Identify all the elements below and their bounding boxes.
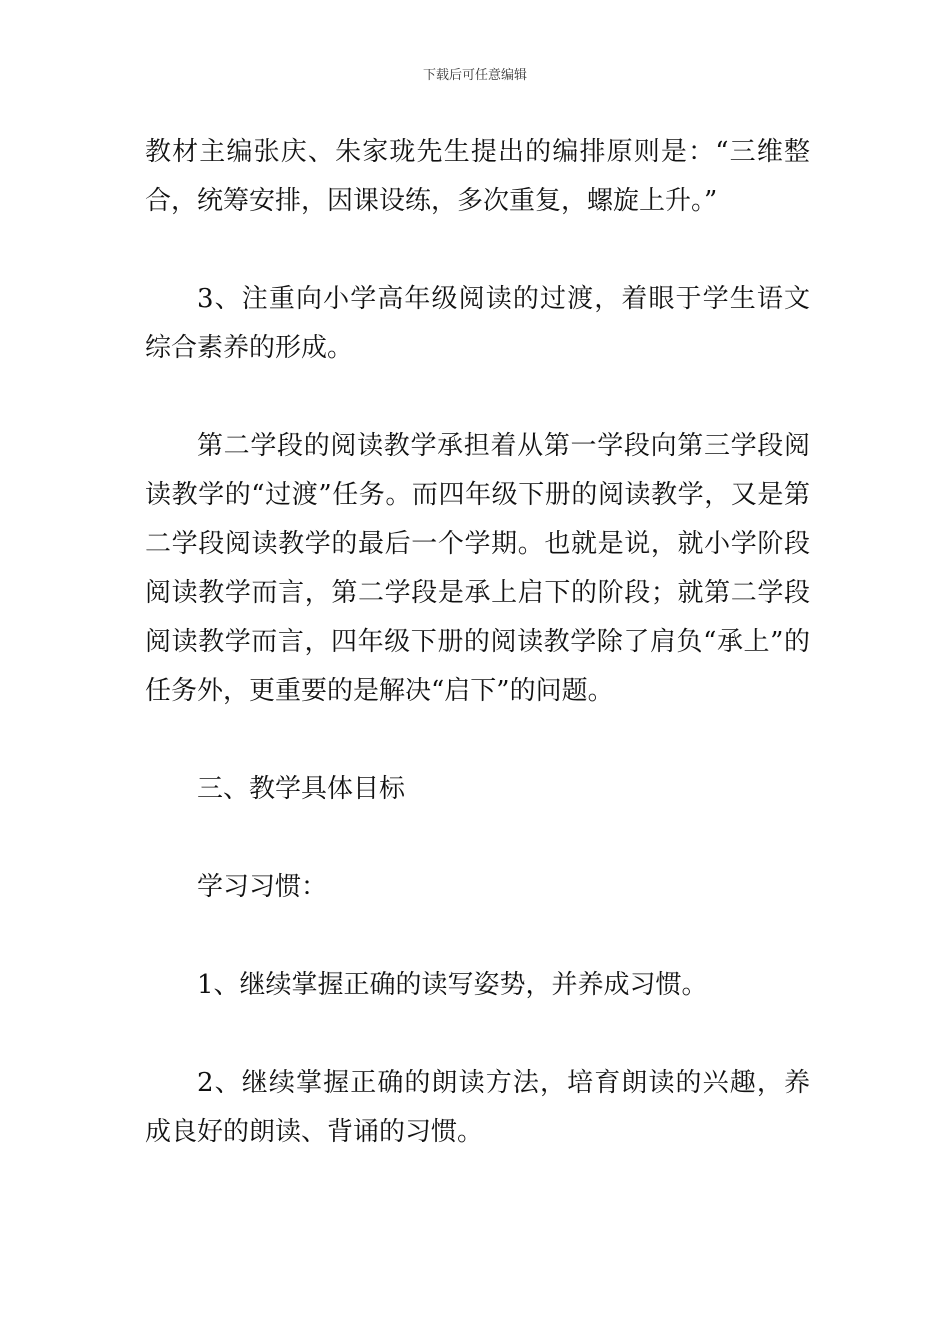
document-body <box>145 128 810 1206</box>
paragraph-point-3: 3、注重向小学高年级阅读的过渡，着眼于学生语文综合素养的形成。 <box>145 284 810 363</box>
paragraph-editing-principle: 教材主编张庆、朱家珑先生提出的编排原则是：“三维整合，统筹安排，因课设练，多次重复，螺旋上升。” <box>145 137 810 216</box>
list-item-2: 2、继续掌握正确的朗读方法，培育朗读的兴趣，养成良好的朗读、背诵的习惯。 <box>145 1068 810 1147</box>
page-header: 下载后可任意编辑 <box>422 68 527 83</box>
paragraph-second-stage: 第二学段的阅读教学承担着从第一学段向第三学段阅读教学的“过渡”任务。而四年级下册的阅读教学，又是第二学段阅读教学的最后一个学期。也就是说，就小学阶段阅读教学而言，第二学段是承上启下的阶段；就第二学段阅读教学而言，四年级下册的阅读教学除了肩负“承上”的任务外，更重要的是解决“启下”的问题。 <box>145 431 810 706</box>
section-heading-teaching-goals: 三、教学具体目标 <box>197 774 406 804</box>
list-item-1: 1、继续掌握正确的读写姿势，并养成习惯。 <box>197 970 708 1000</box>
subheading-study-habits: 学习习惯： <box>197 872 328 902</box>
